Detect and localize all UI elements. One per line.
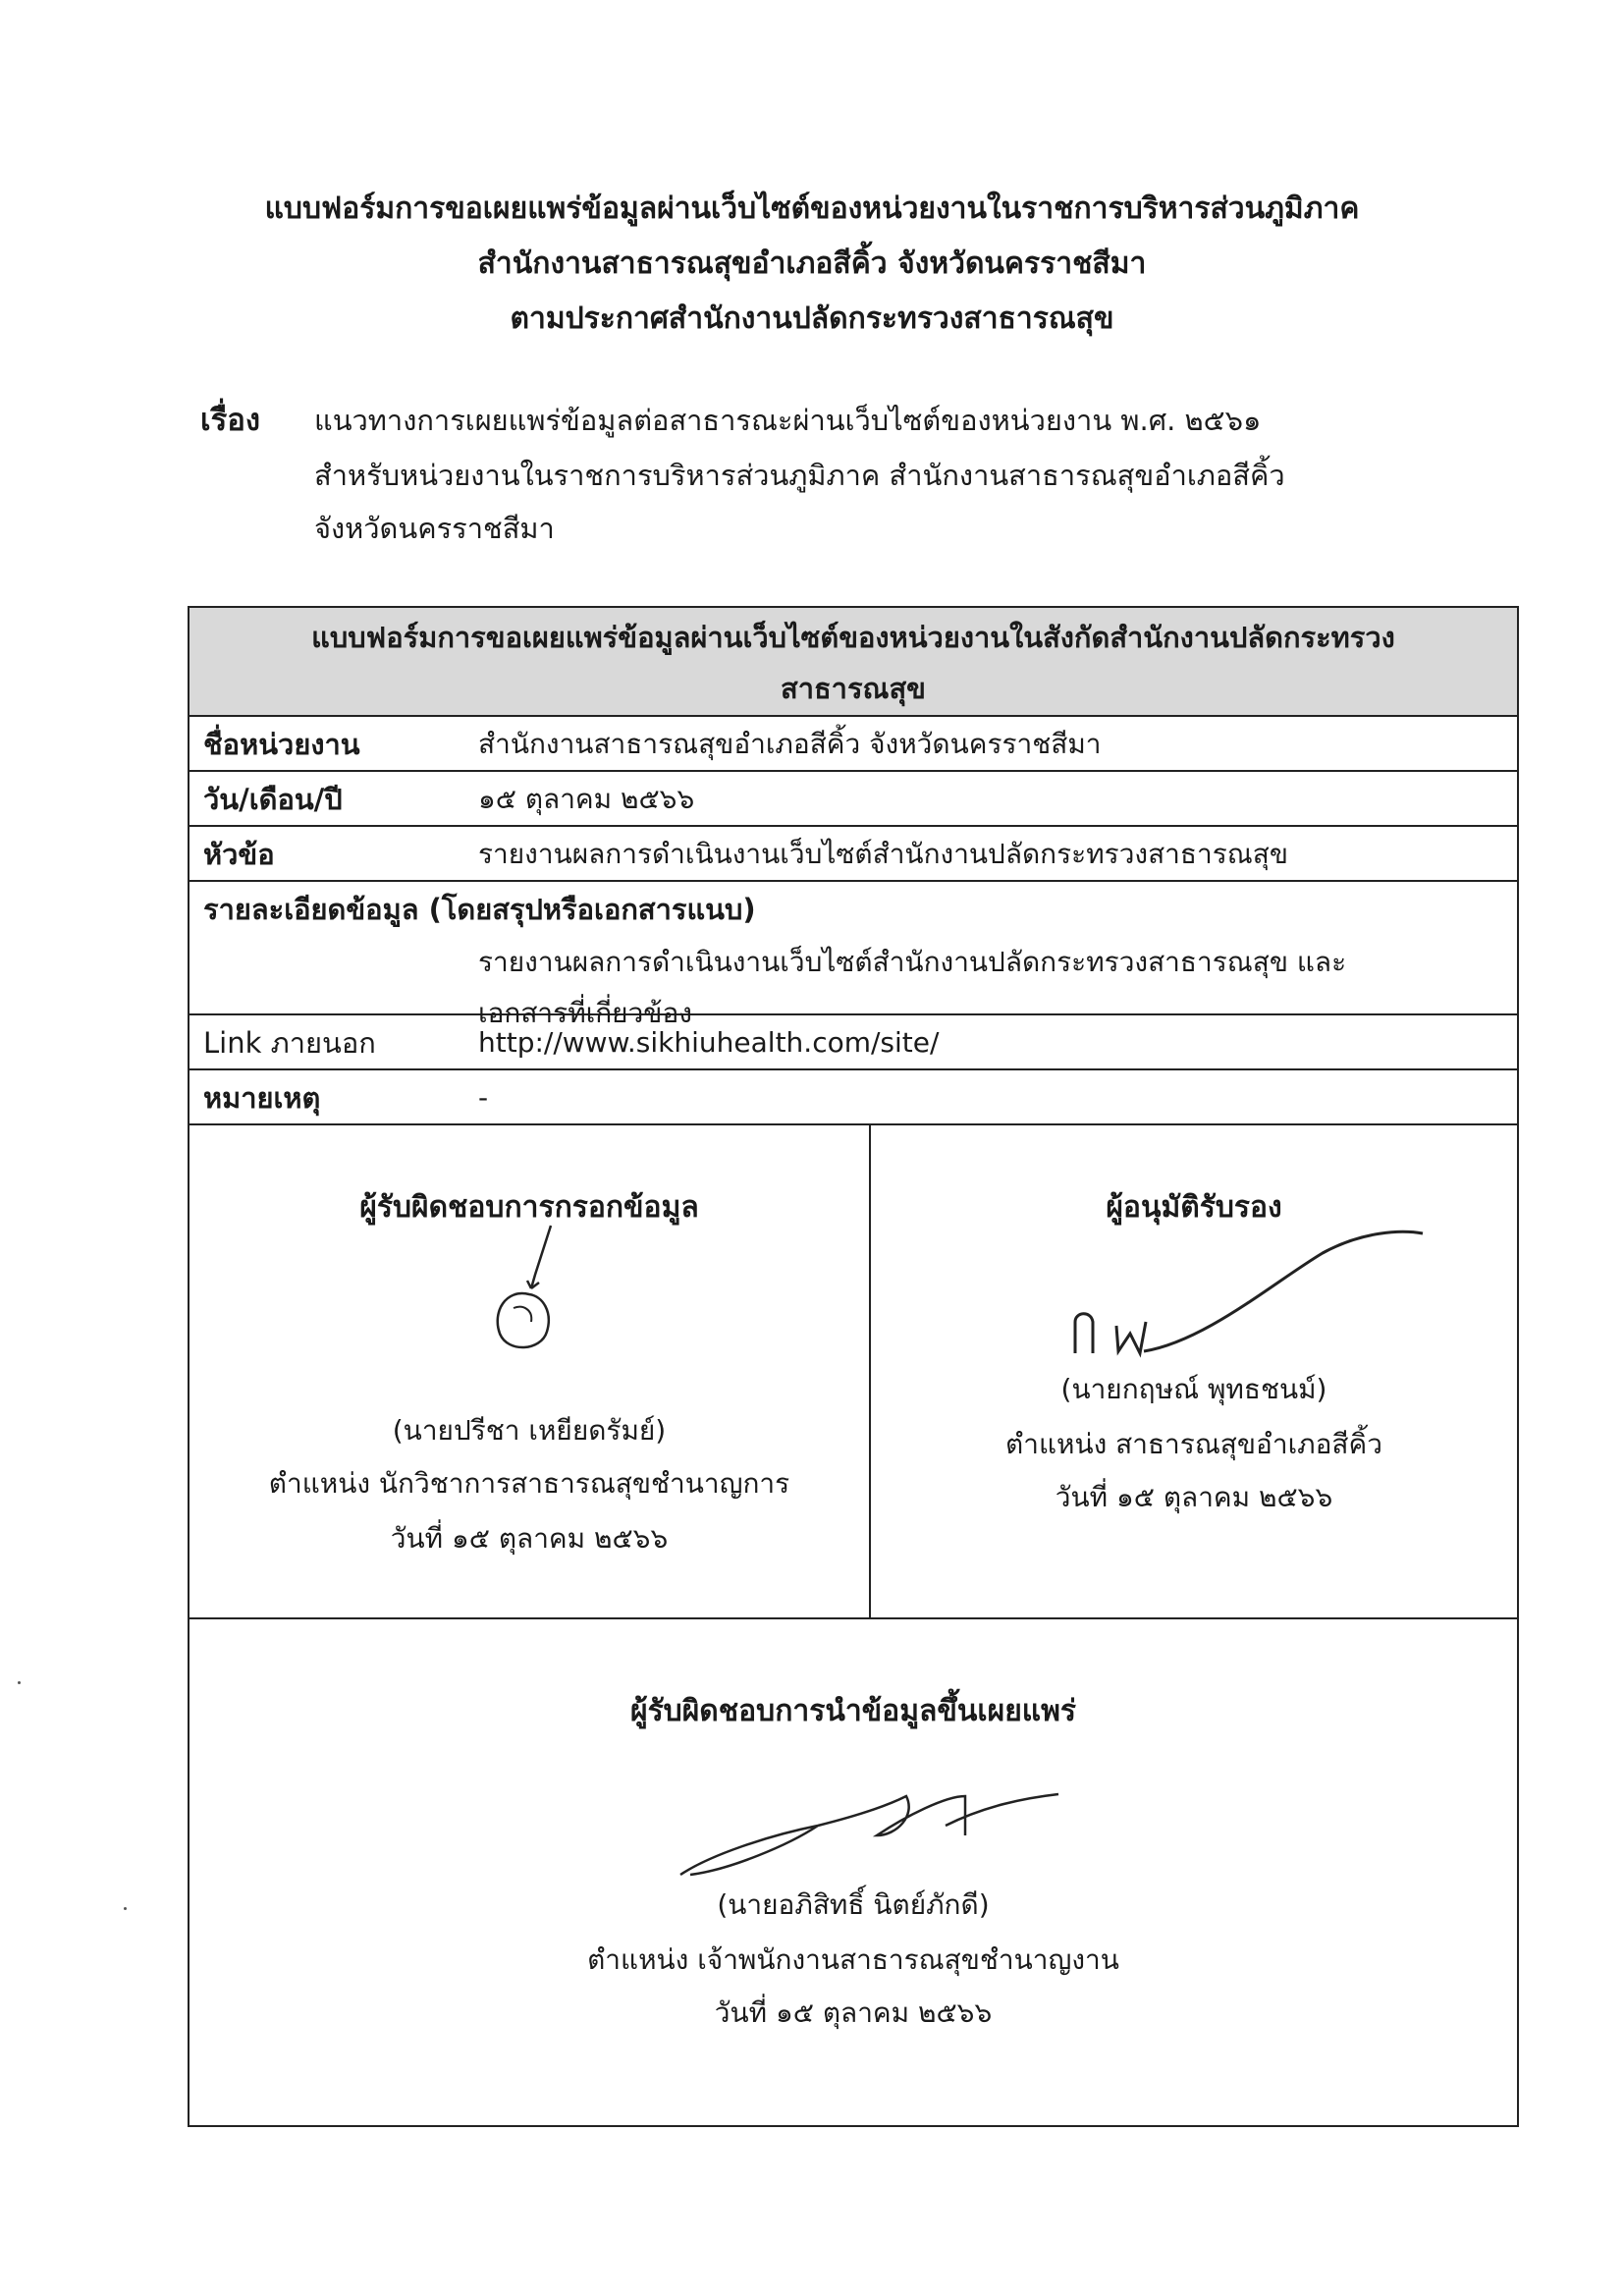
publisher-name: (นายอภิสิทธิ์ นิตย์ภักดี) [717,1888,990,1921]
approver-signature-block [871,1125,1517,1619]
detail-row [189,882,1517,1029]
publisher-title: ผู้รับผิดชอบการนำข้อมูลขึ้นเผยแพร่ [629,1694,1077,1728]
note-value: - [478,1081,489,1114]
filler-name: (นายปรีชา เหยียดรัมย์) [392,1414,667,1447]
header-line-1: แบบฟอร์มการขอเผยแพร่ข้อมูลผ่านเว็บไซต์ของหน่วยงานในราชการบริหารส่วนภูมิภาค [264,191,1360,226]
filler-signature-block [189,1125,871,1619]
approver-title: ผู้อนุมัติรับรอง [1106,1190,1282,1225]
note-row [189,1070,1517,1125]
link-label: Link ภายนอก [203,1026,376,1060]
date-label: วัน/เดือน/ปี [203,783,343,816]
subject-label: เรื่อง [200,403,261,438]
filler-position: ตำแหน่ง นักวิชาการสาธารณสุขชำนาญการ [268,1467,790,1500]
date-value: ๑๕ ตุลาคม ๒๕๖๖ [478,783,695,815]
topic-value: รายงานผลการดำเนินงานเว็บไซต์สำนักงานปลัดกระทรวงสาธารณสุข [478,838,1288,870]
agency-row [189,717,1517,772]
form-title [189,608,1517,717]
subject-line-1: แนวทางการเผยแพร่ข้อมูลต่อสาธารณะผ่านเว็บไซต์ของหน่วยงาน พ.ศ. ๒๕๖๑ [314,404,1262,437]
approver-date: วันที่ ๑๕ ตุลาคม ๒๕๖๖ [1055,1481,1333,1513]
form-title-line-2: สาธารณสุข [781,672,926,705]
external-link[interactable]: http://www.sikhiuhealth.com/site/ [478,1026,940,1059]
publisher-signature [671,1777,1063,1885]
topic-row [189,827,1517,882]
approver-position: ตำแหน่ง สาธารณสุขอำเภอสีคิ้ว [1005,1428,1382,1460]
header-line-3: ตามประกาศสำนักงานปลัดกระทรวงสาธารณสุข [510,301,1114,336]
scan-speck [124,1907,127,1910]
date-row [189,772,1517,827]
filler-title: ผู้รับผิดชอบการกรอกข้อมูล [359,1190,699,1225]
filler-date: วันที่ ๑๕ ตุลาคม ๒๕๖๖ [390,1522,669,1555]
publisher-date: วันที่ ๑๕ ตุลาคม ๒๕๖๖ [714,1996,993,2029]
publisher-position: ตำแหน่ง เจ้าพนักงานสาธารณสุขชำนาญงาน [587,1943,1119,1976]
subject-line-2: สำหรับหน่วยงานในราชการบริหารส่วนภูมิภาค สำนักงานสาธารณสุขอำเภอสีคิ้ว [314,459,1285,492]
link-row [189,1015,1517,1070]
header-line-2: สำนักงานสาธารณสุขอำเภอสีคิ้ว จังหวัดนครราชสีมา [477,246,1147,281]
detail-label: รายละเอียดข้อมูล (โดยสรุปหรือเอกสารแนบ) [203,893,756,926]
filler-signature [474,1224,592,1395]
topic-label: หัวข้อ [203,838,275,871]
publication-form-table [188,606,1519,2127]
approver-name: (นายกฤษณ์ พุทธชนม์) [1060,1373,1327,1405]
note-label: หมายเหตุ [203,1081,321,1115]
approver-signature [1057,1224,1431,1361]
publisher-signature-block [189,1619,1517,2125]
agency-label: ชื่อหน่วยงาน [203,728,360,761]
subject-line-3: จังหวัดนครราชสีมา [314,512,555,545]
agency-value: สำนักงานสาธารณสุขอำเภอสีคิ้ว จังหวัดนครราชสีมา [478,728,1102,760]
detail-line-2: เอกสารที่เกี่ยวข้อง [478,997,692,1029]
form-title-line-1: แบบฟอร์มการขอเผยแพร่ข้อมูลผ่านเว็บไซต์ของหน่วยงานในสังกัดสำนักงานปลัดกระทรวง [311,621,1395,654]
detail-line-1: รายงานผลการดำเนินงานเว็บไซต์สำนักงานปลัดกระทรวงสาธารณสุข และ [478,946,1347,978]
scan-speck [18,1681,21,1684]
